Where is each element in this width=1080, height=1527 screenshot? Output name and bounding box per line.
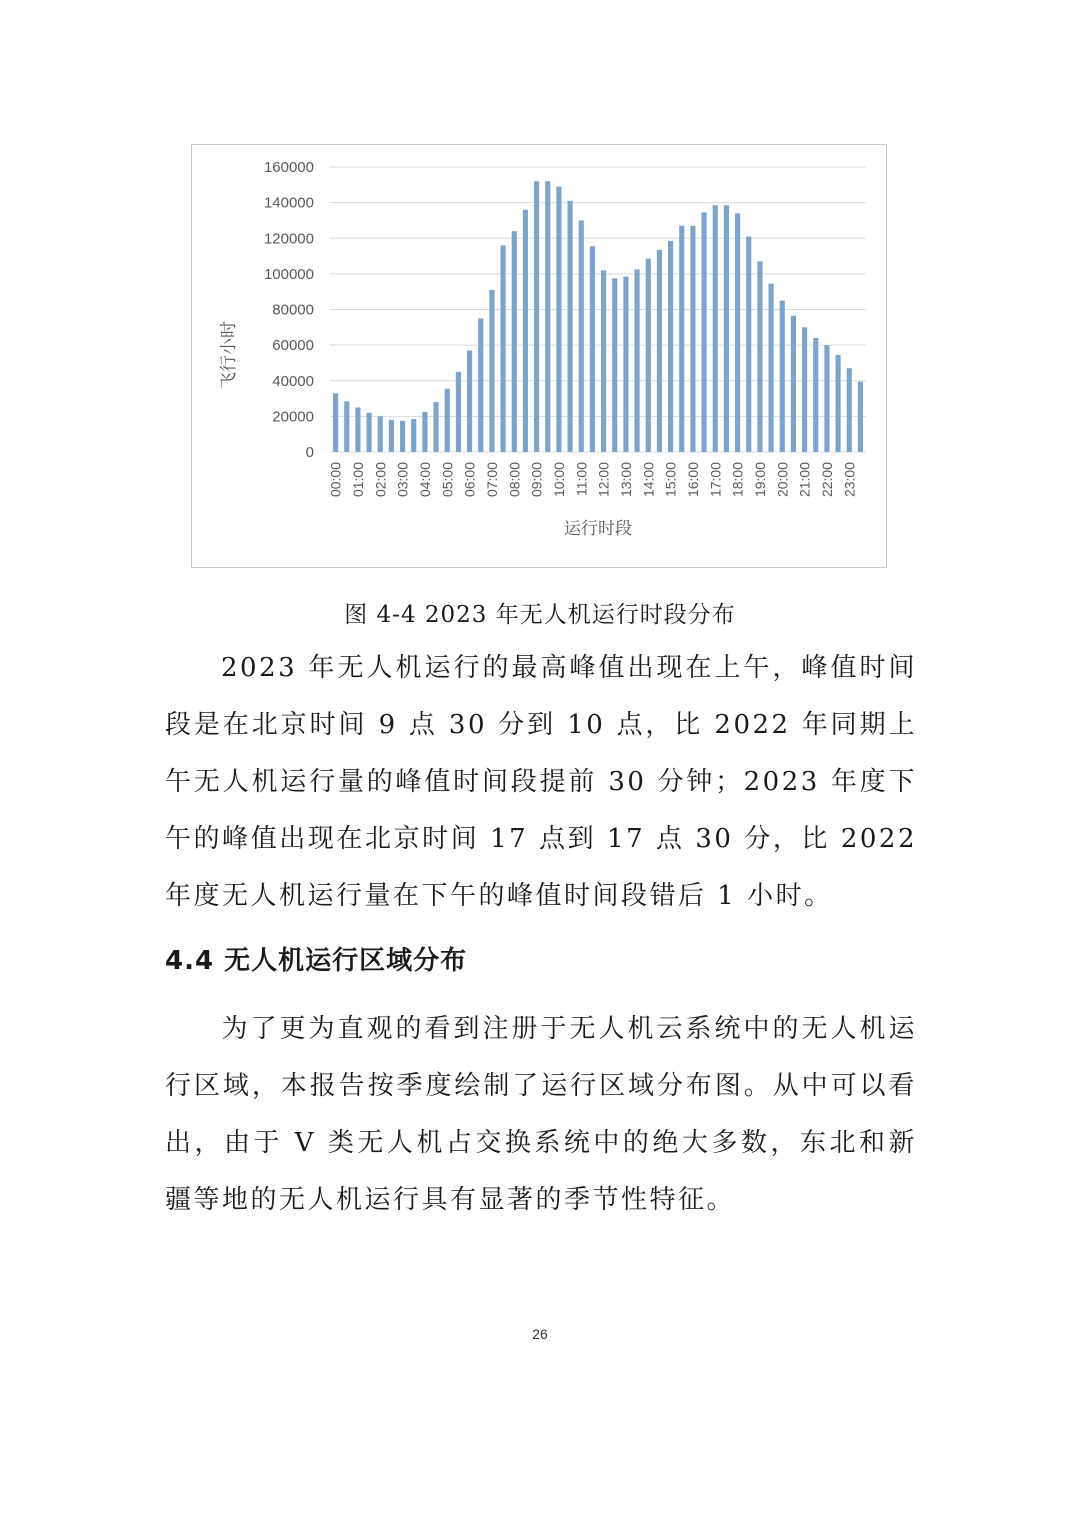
bar bbox=[813, 338, 818, 452]
x-tick-label: 00:00 bbox=[327, 462, 344, 498]
paragraph-2-text: 为了更为直观的看到注册于无人机云系统中的无人机运行区域，本报告按季度绘制了运行区域分布图。从中可以看出，由于 V 类无人机占交换系统中的绝大多数，东北和新疆等地的无人机运行具有显著的季节性特征。 bbox=[165, 1014, 917, 1215]
bar bbox=[735, 213, 740, 452]
bar bbox=[769, 284, 774, 452]
x-axis-label: 运行时段 bbox=[564, 519, 632, 538]
bar bbox=[780, 301, 785, 452]
bar bbox=[657, 250, 662, 452]
x-tick-label: 08:00 bbox=[506, 462, 523, 498]
bar bbox=[367, 413, 372, 452]
bar bbox=[858, 382, 863, 452]
y-axis-label: 飞行小时 bbox=[219, 321, 238, 389]
y-tick-labels bbox=[264, 159, 314, 461]
bar-chart bbox=[192, 145, 888, 569]
y-tick-label: 0 bbox=[305, 444, 314, 461]
bar bbox=[690, 226, 695, 452]
bar bbox=[713, 205, 718, 452]
bar bbox=[590, 246, 595, 452]
bar bbox=[612, 278, 617, 452]
y-tick-label: 160000 bbox=[263, 159, 314, 176]
bar bbox=[724, 205, 729, 452]
x-tick-label: 23:00 bbox=[841, 462, 858, 498]
bar bbox=[623, 277, 628, 452]
bar bbox=[579, 220, 584, 452]
x-tick-label: 11:00 bbox=[573, 462, 590, 496]
bar bbox=[467, 350, 472, 452]
bar bbox=[836, 355, 841, 452]
x-tick-label: 18:00 bbox=[729, 462, 746, 498]
y-tick-label: 80000 bbox=[272, 301, 314, 319]
bar bbox=[478, 318, 483, 452]
x-tick-label: 10:00 bbox=[550, 462, 567, 498]
bar bbox=[378, 416, 383, 452]
y-tick-label: 140000 bbox=[263, 194, 314, 212]
bar bbox=[668, 241, 673, 452]
bar bbox=[679, 226, 684, 452]
x-tick-label: 15:00 bbox=[662, 462, 679, 498]
x-tick-label: 05:00 bbox=[439, 462, 456, 498]
figure-caption: 图 4-4 2023 年无人机运行时段分布 bbox=[344, 602, 736, 628]
x-tick-label: 21:00 bbox=[796, 462, 813, 498]
paragraph-region-distribution bbox=[165, 1001, 917, 1229]
bar bbox=[601, 270, 606, 452]
x-tick-label: 13:00 bbox=[617, 462, 634, 498]
x-tick-label: 02:00 bbox=[372, 462, 389, 498]
bar bbox=[556, 187, 561, 452]
bar bbox=[791, 316, 796, 452]
chart-frame bbox=[191, 144, 887, 568]
x-tick-labels bbox=[328, 462, 858, 497]
bar bbox=[534, 181, 539, 452]
x-tick-label: 06:00 bbox=[461, 462, 478, 498]
bar bbox=[847, 368, 852, 452]
bar bbox=[635, 269, 640, 452]
bar bbox=[545, 181, 550, 452]
x-tick-label: 07:00 bbox=[483, 462, 500, 498]
bar bbox=[333, 393, 338, 452]
y-tick-label: 120000 bbox=[263, 230, 314, 248]
x-tick-label: 16:00 bbox=[684, 462, 701, 498]
x-tick-label: 14:00 bbox=[640, 462, 657, 498]
x-tick-label: 20:00 bbox=[774, 462, 791, 498]
y-tick-label: 100000 bbox=[263, 265, 314, 283]
bar bbox=[702, 212, 707, 452]
bar bbox=[824, 345, 829, 452]
page-number: 26 bbox=[532, 1326, 548, 1342]
x-tick-label: 19:00 bbox=[751, 462, 768, 498]
y-tick-label: 40000 bbox=[272, 372, 314, 390]
bar bbox=[434, 402, 439, 452]
bar bbox=[422, 412, 427, 452]
bar bbox=[456, 372, 461, 452]
y-tick-label: 60000 bbox=[272, 337, 314, 355]
bar bbox=[512, 231, 517, 452]
x-tick-label: 12:00 bbox=[595, 462, 612, 498]
x-tick-label: 22:00 bbox=[818, 462, 835, 498]
bar bbox=[411, 419, 416, 452]
bar bbox=[646, 259, 651, 452]
bar bbox=[489, 290, 494, 452]
bar bbox=[445, 389, 450, 452]
bar bbox=[355, 407, 360, 452]
x-tick-label: 01:00 bbox=[349, 462, 366, 498]
section-heading: 4.4 无人机运行区域分布 bbox=[165, 946, 468, 976]
bar bbox=[523, 210, 528, 452]
bars bbox=[333, 181, 863, 452]
x-tick-label: 09:00 bbox=[528, 462, 545, 498]
bar bbox=[757, 261, 762, 452]
grid-lines bbox=[330, 167, 866, 452]
x-tick-label: 17:00 bbox=[707, 462, 724, 498]
x-tick-label: 04:00 bbox=[416, 462, 433, 498]
bar bbox=[568, 201, 573, 452]
paragraph-1-text: 2023 年无人机运行的最高峰值出现在上午，峰值时间段是在北京时间 9 点 30 分到 10 点，比 2022 年同期上午无人机运行量的峰值时间段提前 30 分钟；2023 年度下午的峰值出现在北京时间 17 点到 17 点 30 分，比 2022 年度无人机运行量在下午的峰值时间段错后 1 小时。 bbox=[165, 653, 917, 911]
bar bbox=[389, 420, 394, 452]
bar bbox=[344, 401, 349, 452]
bar bbox=[501, 245, 506, 452]
bar bbox=[400, 421, 405, 452]
bar bbox=[746, 236, 751, 452]
bar bbox=[802, 327, 807, 452]
y-tick-label: 20000 bbox=[272, 408, 314, 426]
x-tick-label: 03:00 bbox=[394, 462, 411, 498]
paragraph-peak-times bbox=[165, 640, 917, 925]
